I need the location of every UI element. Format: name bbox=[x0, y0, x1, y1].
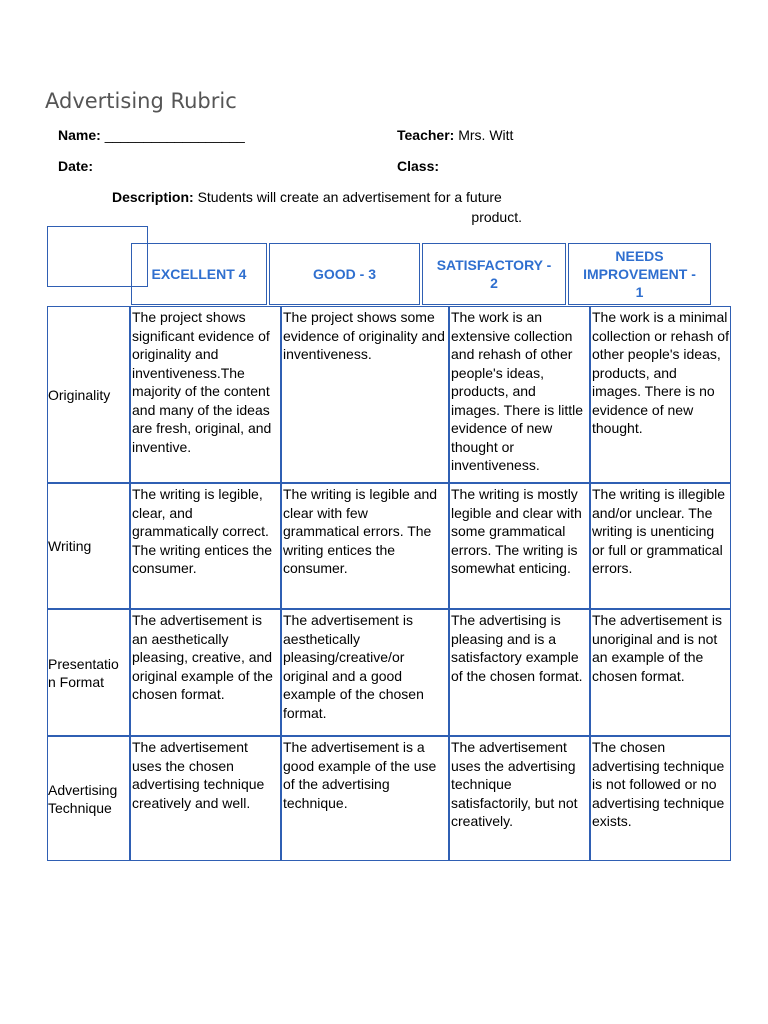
description-text-line1: Students will create an advertisement for a future bbox=[197, 189, 502, 205]
cell-presentation-satisfactory: The advertising is pleasing and is a satisfactory example of the chosen format. bbox=[449, 609, 590, 736]
header-needs-improvement: NEEDS IMPROVEMENT - 1 bbox=[568, 243, 711, 305]
class-field bbox=[397, 158, 439, 174]
name-label: Name: bbox=[58, 127, 101, 143]
cell-originality-excellent: The project shows significant evidence of originality and inventiveness.The majority of the content and many of the ideas are fresh, original, and inventive. bbox=[130, 306, 281, 483]
row-label-advertising-technique-text: Advertising Technique bbox=[48, 781, 118, 816]
row-label-advertising-technique bbox=[47, 736, 130, 861]
cell-technique-good: The advertisement is a good example of the use of the advertising technique. bbox=[281, 736, 449, 861]
cell-originality-satisfactory: The work is an extensive collection and rehash of other people's ideas, products, and images. There is little evidence of new thought or inventiveness. bbox=[449, 306, 590, 483]
row-label-presentation-format-text: Presentation Format bbox=[48, 655, 119, 690]
cell-technique-satisfactory: The advertisement uses the advertising technique satisfactorily, but not creatively. bbox=[449, 736, 590, 861]
class-label: Class: bbox=[397, 158, 440, 174]
cell-presentation-good: The advertisement is aesthetically pleasing/creative/or original and a good example of the chosen format. bbox=[281, 609, 449, 736]
row-label-presentation-format bbox=[47, 609, 130, 736]
cell-technique-excellent: The advertisement uses the chosen advertising technique creatively and well. bbox=[130, 736, 281, 861]
teacher-field bbox=[397, 127, 513, 143]
cell-writing-excellent: The writing is legible, clear, and grammatically correct. The writing entices the consumer. bbox=[130, 483, 281, 609]
name-field bbox=[58, 127, 245, 143]
header-good: GOOD - 3 bbox=[269, 243, 420, 305]
page-title: Advertising Rubric bbox=[45, 89, 237, 113]
cell-writing-satisfactory: The writing is mostly legible and clear with some grammatical errors. The writing is somewhat enticing. bbox=[449, 483, 590, 609]
description bbox=[112, 187, 522, 227]
date-label: Date: bbox=[58, 158, 94, 174]
header-excellent: EXCELLENT 4 bbox=[131, 243, 267, 305]
description-label: Description: bbox=[112, 189, 194, 205]
header-satisfactory: SATISFACTORY - 2 bbox=[422, 243, 566, 305]
cell-originality-good: The project shows some evidence of originality and inventiveness. bbox=[281, 306, 449, 483]
row-label-writing: Writing bbox=[47, 483, 130, 609]
cell-technique-needs-improvement: The chosen advertising technique is not followed or no advertising technique exists. bbox=[590, 736, 731, 861]
row-label-originality: Originality bbox=[47, 306, 130, 483]
cell-writing-needs-improvement: The writing is illegible and/or unclear. The writing is unenticing or full or grammatical errors. bbox=[590, 483, 731, 609]
date-field bbox=[58, 158, 93, 174]
cell-originality-needs-improvement: The work is a minimal collection or rehash of other people's ideas, products, and images. There is no evidence of new thought. bbox=[590, 306, 731, 483]
cell-presentation-excellent: The advertisement is an aesthetically pleasing, creative, and original example of the chosen format. bbox=[130, 609, 281, 736]
description-text-line2: product. bbox=[471, 209, 522, 225]
teacher-value: Mrs. Witt bbox=[458, 127, 514, 143]
cell-presentation-needs-improvement: The advertisement is unoriginal and is not an example of the chosen format. bbox=[590, 609, 731, 736]
teacher-label: Teacher: bbox=[397, 127, 455, 143]
cell-writing-good: The writing is legible and clear with few grammatical errors. The writing entices the consumer. bbox=[281, 483, 449, 609]
name-value: __________________ bbox=[104, 127, 245, 143]
